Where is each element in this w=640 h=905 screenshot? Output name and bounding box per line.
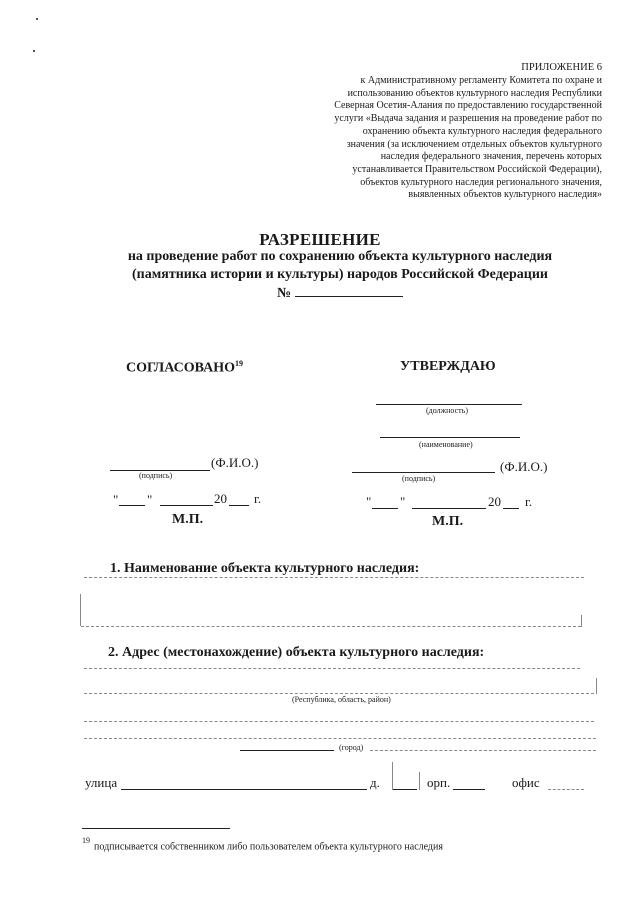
confirm-position-caption: (должность)	[426, 406, 468, 415]
section2-region-caption: (Республика, область, район)	[292, 695, 391, 704]
confirm-signature-caption: (подпись)	[402, 474, 436, 483]
section1-heading: 1. Наименование объекта культурного наследия:	[108, 561, 422, 577]
confirm-quote-open: "	[366, 494, 372, 509]
scan-speck	[36, 18, 38, 20]
annex-header	[270, 61, 602, 202]
scan-speck	[33, 50, 35, 52]
confirm-heading: УТВЕРЖДАЮ	[400, 359, 496, 374]
section2-locality-field[interactable]	[84, 721, 594, 722]
subtitle-line: (памятника истории и культуры) народов Российской Федерации	[132, 267, 548, 282]
office-field[interactable]	[548, 789, 584, 790]
approved-heading: СОГЛАСОВАНО$^{19}$	[126, 359, 243, 376]
confirm-year-prefix: 20	[488, 494, 501, 509]
section2-line-field[interactable]	[84, 738, 596, 739]
confirm-position-field[interactable]	[376, 404, 522, 405]
approved-quote-open: "	[113, 492, 119, 507]
house-field[interactable]	[393, 789, 417, 790]
annex-line: устанавливается Правительством Российской Федерации),	[352, 163, 602, 175]
footnote-rule	[82, 828, 230, 829]
annex-title: ПРИЛОЖЕНИЕ 6	[521, 62, 602, 73]
approved-year-prefix: 20	[214, 491, 227, 506]
confirm-quote-close: "	[400, 494, 406, 509]
section2-city-field[interactable]	[240, 750, 334, 751]
subtitle-line: на проведение работ по сохранению объекта культурного наследия	[127, 249, 553, 264]
section1-top-rule	[84, 577, 584, 578]
confirm-stamp: М.П.	[432, 514, 464, 529]
approved-day-field[interactable]	[119, 505, 145, 506]
approved-stamp: М.П.	[172, 512, 204, 527]
document-title: РАЗРЕШЕНИЕ	[259, 230, 381, 249]
confirm-month-field[interactable]	[412, 508, 486, 509]
confirm-year-field[interactable]	[503, 508, 519, 509]
approved-year-field[interactable]	[229, 505, 249, 506]
confirm-signature-field[interactable]	[352, 472, 495, 473]
section2-region-field[interactable]	[84, 693, 594, 694]
approved-signature-caption: (подпись)	[139, 471, 173, 480]
approved-fio-label: (Ф.И.О.)	[211, 455, 259, 470]
annex-line: наследия федерального значения, перечень которых	[380, 151, 602, 163]
section2-top-rule	[84, 668, 580, 669]
annex-line: использованию объектов культурного наследия Республики	[347, 87, 602, 99]
confirm-day-field[interactable]	[372, 508, 398, 509]
section1-field-right-edge	[581, 615, 582, 627]
section1-field-left-edge	[80, 594, 81, 626]
confirm-organization-field[interactable]	[380, 437, 520, 438]
section2-city-caption: (город)	[339, 743, 364, 752]
street-field[interactable]	[121, 789, 367, 790]
annex-line: значения (за исключением отдельных объектов культурного	[346, 138, 602, 150]
permit-number-field[interactable]	[295, 284, 403, 297]
section2-region-right-edge	[596, 678, 597, 694]
number-label: №	[276, 286, 292, 301]
annex-line: Северная Осетия-Алания по предоставлению государственной	[334, 100, 602, 112]
building-field[interactable]	[453, 789, 485, 790]
footnote-text: подписывается собственником либо пользователем объекта культурного наследия	[94, 841, 443, 853]
footnote-ref: 19	[235, 359, 243, 368]
house-label: д.	[370, 775, 380, 790]
section1-name-field[interactable]	[81, 626, 581, 627]
approved-month-field[interactable]	[160, 505, 213, 506]
office-label: офис	[512, 775, 540, 790]
section2-city-field-right[interactable]	[370, 750, 596, 751]
annex-line: услуги «Выдача задания и разрешения на проведение работ по	[334, 113, 602, 125]
permit-number-line	[0, 284, 640, 302]
annex-line: охранению объекта культурного наследия федерального	[362, 125, 602, 137]
confirm-name-caption: (наименование)	[419, 440, 473, 449]
annex-line: выявленных объектов культурного наследия»	[408, 189, 602, 201]
footnote-number: 19	[82, 836, 90, 845]
confirm-year-suffix: г.	[525, 494, 533, 509]
approved-quote-close: "	[147, 492, 153, 507]
house-field-edge	[392, 762, 393, 790]
annex-line: объектов культурного наследия регионального значения,	[360, 176, 602, 188]
section2-heading: 2. Адрес (местонахождение) объекта культурного наследия:	[108, 645, 485, 660]
footnote	[82, 836, 443, 854]
house-field-edge	[419, 772, 420, 790]
annex-line: к Административному регламенту Комитета по охране и	[360, 75, 602, 86]
building-label: орп.	[427, 775, 451, 790]
annex-text	[270, 75, 602, 202]
street-label: улица	[85, 775, 118, 790]
approved-year-suffix: г.	[254, 491, 262, 506]
confirm-fio-label: (Ф.И.О.)	[500, 459, 548, 474]
